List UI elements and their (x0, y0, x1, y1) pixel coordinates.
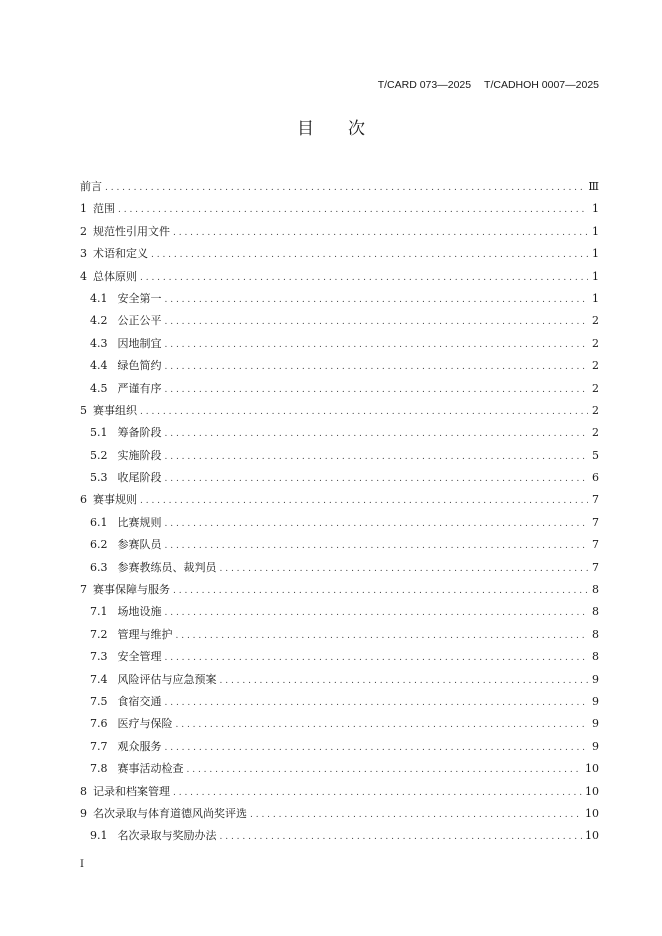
toc-entry[interactable] (80, 624, 599, 646)
toc-dot-leader (165, 423, 589, 445)
toc-entry-label: 规范性引用文件 (93, 224, 170, 238)
toc-entry-number: 4.3 (90, 336, 108, 350)
toc-entry-label: 因地制宜 (117, 336, 162, 350)
toc-dot-leader (151, 244, 588, 266)
toc-entry-page: 2 (592, 403, 599, 417)
toc-entry[interactable] (80, 489, 599, 511)
standard-code-header (378, 79, 599, 91)
toc-dot-leader (165, 356, 589, 378)
toc-entry-label: 绿色简约 (117, 359, 162, 373)
toc-dot-leader (173, 782, 582, 804)
toc-dot-leader (176, 714, 589, 736)
toc-dot-leader (220, 558, 589, 580)
toc-entry-page: 7 (592, 515, 599, 529)
toc-entry-page: 9 (592, 672, 599, 686)
toc-dot-leader (220, 826, 583, 848)
toc-entry-label: 前言 (80, 180, 102, 193)
toc-entry[interactable] (80, 557, 599, 579)
toc-entry[interactable] (80, 266, 599, 288)
toc-entry-page: 8 (592, 650, 599, 664)
toc-entry-number: 3 (80, 247, 87, 261)
toc-entry-page: 9 (592, 694, 599, 708)
toc-entry[interactable] (80, 467, 599, 489)
toc-dot-leader (165, 737, 589, 759)
toc-entry[interactable] (80, 378, 599, 400)
toc-entry[interactable] (80, 691, 599, 713)
toc-dot-leader (173, 222, 588, 244)
page-number: I (80, 859, 84, 870)
toc-entry-number: 7.5 (90, 694, 108, 708)
page-title (0, 114, 662, 139)
standard-code-secondary: T/CADHOH 0007—2025 (484, 79, 599, 91)
page-title-char-1: 目 (297, 119, 314, 139)
toc-entry-label: 赛事活动检查 (117, 762, 184, 776)
toc-entry[interactable] (80, 198, 599, 220)
toc-entry-number: 7.3 (90, 650, 108, 664)
toc-dot-leader (173, 580, 588, 602)
toc-entry[interactable] (80, 512, 599, 534)
toc-entry-number: 7.4 (90, 672, 108, 686)
toc-entry-page: 10 (585, 806, 599, 820)
toc-entry[interactable] (80, 713, 599, 735)
toc-entry-label: 场地设施 (117, 605, 162, 619)
toc-entry-page: 8 (592, 605, 599, 619)
toc-entry[interactable] (80, 310, 599, 332)
toc-entry-page: 1 (592, 202, 599, 216)
toc-entry-number: 6.3 (90, 560, 108, 574)
toc-dot-leader (140, 490, 588, 512)
toc-entry-page: Ⅲ (588, 180, 599, 193)
toc-entry[interactable] (80, 400, 599, 422)
toc-entry-label: 名次录取与体育道德风尚奖评选 (93, 806, 247, 820)
toc-entry[interactable] (80, 422, 599, 444)
toc-entry-number: 6.2 (90, 538, 108, 552)
toc-entry-page: 1 (592, 291, 599, 305)
toc-dot-leader (250, 804, 582, 826)
toc-entry-label: 风险评估与应急预案 (117, 672, 217, 686)
toc-entry-page: 1 (592, 224, 599, 238)
toc-entry-label: 观众服务 (117, 739, 162, 753)
toc-entry-label: 名次录取与奖励办法 (117, 829, 217, 843)
toc-entry-page: 6 (592, 471, 599, 485)
toc-entry-number: 7.2 (90, 627, 108, 641)
toc-entry-label: 记录和档案管理 (93, 784, 170, 798)
toc-entry-number: 5 (80, 403, 87, 417)
toc-entry-page: 2 (592, 381, 599, 395)
toc-entry-number: 5.3 (90, 471, 108, 485)
toc-dot-leader (165, 602, 589, 624)
toc-entry-page: 7 (592, 538, 599, 552)
toc-entry-number: 4.2 (90, 314, 108, 328)
toc-entry[interactable] (80, 243, 599, 265)
toc-dot-leader (187, 759, 583, 781)
toc-entry-label: 赛事组织 (93, 403, 137, 417)
toc-entry-number: 7.6 (90, 717, 108, 731)
toc-entry-number: 7.8 (90, 762, 108, 776)
toc-entry[interactable] (80, 601, 599, 623)
table-of-contents (80, 176, 599, 848)
toc-entry[interactable] (80, 579, 599, 601)
toc-entry[interactable] (80, 176, 599, 198)
toc-entry[interactable] (80, 534, 599, 556)
toc-dot-leader (165, 311, 589, 333)
toc-entry-number: 4.5 (90, 381, 108, 395)
toc-entry-page: 10 (585, 762, 599, 776)
page-title-char-2: 次 (348, 119, 365, 139)
toc-dot-leader (165, 535, 589, 557)
toc-entry-page: 9 (592, 717, 599, 731)
toc-entry-label: 参赛队员 (117, 538, 162, 552)
toc-entry-label: 术语和定义 (93, 247, 148, 261)
toc-entry-number: 7.1 (90, 605, 108, 619)
toc-dot-leader (165, 446, 589, 468)
toc-entry-label: 医疗与保险 (117, 717, 173, 731)
toc-entry-label: 严谨有序 (117, 381, 162, 395)
toc-entry-label: 筹备阶段 (117, 426, 162, 440)
toc-entry-label: 管理与维护 (117, 627, 173, 641)
toc-entry-number: 2 (80, 224, 87, 238)
toc-entry[interactable] (80, 669, 599, 691)
toc-entry-page: 1 (592, 247, 599, 261)
toc-entry-page: 8 (592, 583, 599, 597)
toc-entry-number: 7 (80, 583, 87, 597)
toc-entry-page: 7 (592, 560, 599, 574)
toc-entry-page: 1 (592, 269, 599, 283)
toc-entry-number: 6 (80, 493, 87, 507)
toc-entry[interactable] (80, 355, 599, 377)
toc-dot-leader (140, 401, 588, 423)
toc-dot-leader (165, 289, 589, 311)
toc-entry[interactable] (80, 445, 599, 467)
toc-entry-label: 安全第一 (117, 291, 162, 305)
toc-entry-number: 4.4 (90, 359, 108, 373)
standard-code-primary: T/CARD 073—2025 (377, 79, 472, 91)
toc-entry-page: 2 (592, 336, 599, 350)
toc-entry[interactable] (80, 221, 599, 243)
toc-entry-number: 9 (80, 806, 87, 820)
toc-dot-leader (165, 647, 589, 669)
toc-entry-page: 5 (592, 448, 599, 462)
toc-entry-label: 范围 (93, 202, 115, 216)
toc-entry-label: 赛事规则 (93, 493, 137, 507)
toc-entry-page: 7 (592, 493, 599, 507)
toc-dot-leader (165, 468, 589, 490)
toc-dot-leader (118, 199, 588, 221)
toc-entry[interactable] (80, 803, 599, 825)
toc-entry-page: 10 (585, 829, 599, 843)
toc-entry-label: 实施阶段 (117, 448, 162, 462)
toc-entry-number: 5.1 (90, 426, 108, 440)
toc-entry-label: 安全管理 (117, 650, 162, 664)
toc-entry-page: 9 (592, 739, 599, 753)
toc-entry-label: 食宿交通 (117, 694, 162, 708)
toc-dot-leader (176, 625, 589, 647)
toc-entry-page: 2 (592, 359, 599, 373)
toc-entry[interactable] (80, 781, 599, 803)
toc-entry-label: 参赛教练员、裁判员 (117, 560, 217, 574)
toc-entry-number: 4 (80, 269, 87, 283)
toc-entry-number: 5.2 (90, 448, 108, 462)
toc-entry-label: 赛事保障与服务 (93, 583, 170, 597)
toc-dot-leader (220, 670, 589, 692)
toc-dot-leader (165, 379, 589, 401)
toc-entry-label: 比赛规则 (117, 515, 162, 529)
toc-dot-leader (165, 692, 589, 714)
toc-dot-leader (105, 177, 585, 199)
toc-entry-page: 10 (585, 784, 599, 798)
toc-entry-number: 1 (80, 202, 87, 216)
toc-entry-page: 2 (592, 426, 599, 440)
toc-entry-number: 9.1 (90, 829, 108, 843)
toc-entry[interactable] (80, 758, 599, 780)
toc-entry-number: 4.1 (90, 291, 108, 305)
toc-entry-label: 总体原则 (93, 269, 137, 283)
toc-entry-number: 7.7 (90, 739, 108, 753)
toc-entry-label: 公正公平 (117, 314, 162, 328)
toc-entry-page: 8 (592, 627, 599, 641)
toc-dot-leader (165, 334, 589, 356)
toc-entry[interactable] (80, 288, 599, 310)
toc-entry-page: 2 (592, 314, 599, 328)
toc-dot-leader (165, 513, 589, 535)
toc-entry-number: 8 (80, 784, 87, 798)
toc-entry-number: 6.1 (90, 515, 108, 529)
toc-entry[interactable] (80, 646, 599, 668)
toc-entry[interactable] (80, 825, 599, 847)
toc-dot-leader (140, 267, 588, 289)
toc-entry[interactable] (80, 736, 599, 758)
toc-entry-label: 收尾阶段 (117, 471, 162, 485)
toc-entry[interactable] (80, 333, 599, 355)
